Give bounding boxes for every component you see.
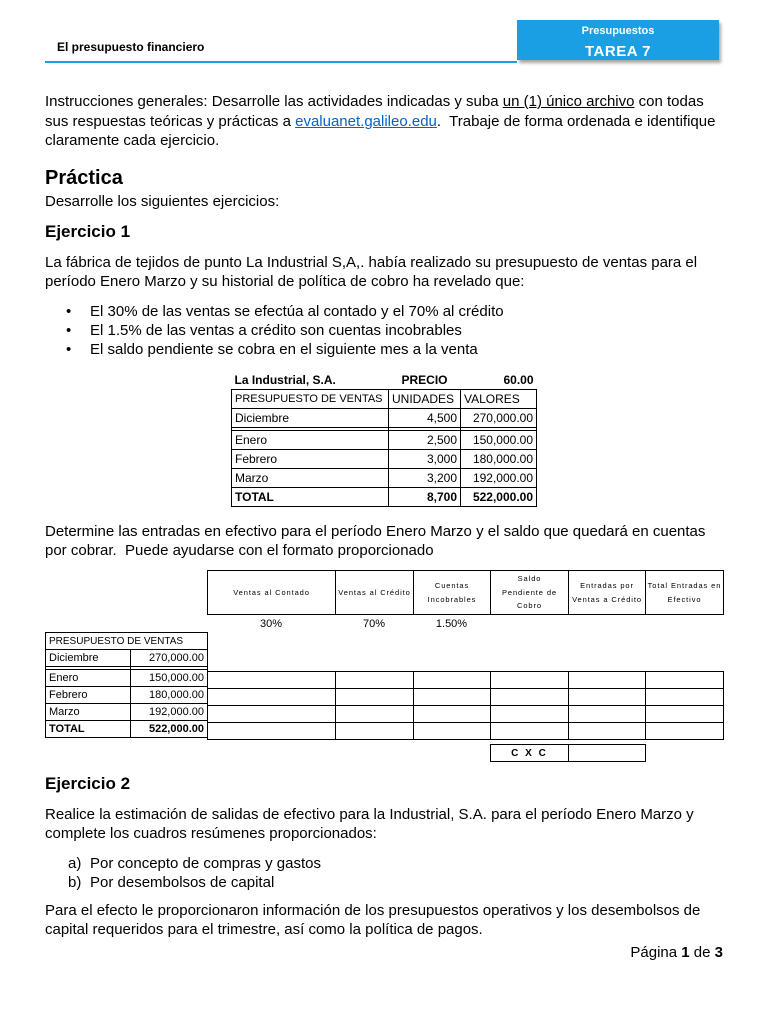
table-row bbox=[46, 704, 208, 721]
evaluanet-link[interactable]: evaluanet.galileo.edu bbox=[295, 113, 437, 130]
list-marker: b) bbox=[68, 874, 82, 891]
bullet-item: El 30% de las ventas se efectúa al contado y el 70% al crédito bbox=[90, 303, 504, 320]
total-value: 522,000.00 bbox=[461, 488, 537, 507]
header-line: Efectivo bbox=[667, 594, 702, 604]
header-line: Cuentas bbox=[434, 581, 470, 590]
current-page: 1 bbox=[681, 944, 690, 961]
table-row bbox=[232, 409, 537, 428]
list-item: Por desembolsos de capital bbox=[90, 874, 275, 891]
answer-cell bbox=[414, 723, 491, 740]
answer-cell bbox=[414, 689, 491, 706]
ejercicio2-intro-line: complete los cuadros resúmenes proporcionados: bbox=[45, 825, 377, 842]
month-cell: Diciembre bbox=[232, 409, 389, 428]
column-header-ventas-credito bbox=[336, 571, 414, 615]
answer-cell bbox=[646, 689, 724, 706]
ejercicio2-closing-line: Para el efecto le proporcionaron información de los presupuestos operativos y los desembolsos de bbox=[45, 902, 701, 919]
instructions-text: con todas bbox=[634, 93, 704, 110]
rate-contado: 30% bbox=[259, 618, 283, 630]
answer-cell bbox=[491, 689, 569, 706]
table-row bbox=[46, 650, 208, 667]
table-row bbox=[232, 450, 537, 469]
month-cell: Marzo bbox=[232, 469, 389, 488]
header-line: Ventas al Contado bbox=[233, 587, 310, 597]
cxc-table bbox=[490, 744, 646, 762]
month-cell: Marzo bbox=[46, 704, 131, 721]
answer-row bbox=[208, 689, 724, 706]
ejercicio2-intro-line: Realice la estimación de salidas de efectivo para la Industrial, S.A. para el período Enero Marzo y bbox=[45, 806, 694, 823]
cash-header-row bbox=[208, 571, 724, 615]
header-line: Cobro bbox=[517, 601, 542, 611]
document-title: El presupuesto financiero bbox=[57, 40, 205, 54]
single-file-note: un (1) único archivo bbox=[502, 93, 635, 110]
company-name: La Industrial, S.A. bbox=[234, 372, 336, 387]
units-cell: 2,500 bbox=[389, 431, 461, 450]
bullet-icon: • bbox=[66, 303, 72, 320]
header-line: Ventas a Crédito bbox=[572, 594, 642, 604]
badge-subtitle: Presupuestos bbox=[581, 25, 655, 37]
badge-title: TAREA 7 bbox=[584, 43, 651, 60]
cash-format-header bbox=[207, 570, 724, 615]
ejercicio1-intro-line: La fábrica de tejidos de punto La Industrial S,A,. había realizado su presupuesto de ventas para el bbox=[45, 254, 698, 271]
bullet-icon: • bbox=[66, 322, 72, 339]
answer-cell bbox=[336, 723, 414, 740]
price-value: 60.00 bbox=[503, 372, 534, 387]
header-line: Total Entradas en bbox=[647, 581, 722, 590]
table-row bbox=[232, 431, 537, 450]
answer-cell bbox=[569, 672, 646, 689]
heading-ejercicio-1: Ejercicio 1 bbox=[45, 222, 131, 241]
value-cell: 180,000.00 bbox=[131, 687, 208, 704]
answer-row bbox=[208, 672, 724, 689]
ejercicio2-closing-line: capital requeridos para el trimestre, así como la política de pagos. bbox=[45, 921, 483, 938]
table-title-row bbox=[232, 370, 537, 390]
table-header-row bbox=[232, 390, 537, 409]
total-label: TOTAL bbox=[232, 488, 389, 507]
month-cell: Enero bbox=[46, 670, 131, 687]
list-marker: a) bbox=[68, 855, 82, 872]
month-cell: Febrero bbox=[46, 687, 131, 704]
header-line: Incobrables bbox=[427, 594, 477, 604]
table-row bbox=[46, 687, 208, 704]
rate-credito: 70% bbox=[362, 618, 386, 630]
value-cell: 150,000.00 bbox=[131, 670, 208, 687]
cxc-answer-cell bbox=[569, 745, 646, 762]
column-header-total-entradas bbox=[646, 571, 724, 615]
answer-cell bbox=[646, 723, 724, 740]
total-row bbox=[232, 488, 537, 507]
answer-row bbox=[208, 706, 724, 723]
rate-incobrables: 1.50% bbox=[435, 618, 468, 630]
units-cell: 3,000 bbox=[389, 450, 461, 469]
column-header-entradas-credito bbox=[569, 571, 646, 615]
answer-cell bbox=[569, 689, 646, 706]
instructions-line-2 bbox=[45, 112, 715, 131]
header-line: Pendiente de bbox=[501, 587, 557, 597]
answer-cell bbox=[491, 706, 569, 723]
value-cell: 150,000.00 bbox=[461, 431, 537, 450]
task-line: por cobrar. Puede ayudarse con el formato proporcionado bbox=[45, 542, 434, 559]
price-label: PRECIO bbox=[401, 372, 448, 387]
cash-answer-grid bbox=[207, 671, 724, 740]
value-cell: 192,000.00 bbox=[131, 704, 208, 721]
column-header-ventas-contado bbox=[208, 571, 336, 615]
section-heading-practica: Práctica bbox=[45, 167, 123, 189]
answer-cell bbox=[414, 672, 491, 689]
answer-cell bbox=[414, 706, 491, 723]
answer-cell bbox=[208, 706, 336, 723]
answer-cell bbox=[336, 706, 414, 723]
answer-cell bbox=[569, 723, 646, 740]
total-pages: 3 bbox=[714, 944, 723, 961]
column-header: PRESUPUESTO DE VENTAS bbox=[232, 390, 389, 409]
value-cell: 192,000.00 bbox=[461, 469, 537, 488]
month-cell: Diciembre bbox=[46, 650, 131, 667]
column-header-cuentas-incobrables bbox=[414, 571, 491, 615]
answer-cell bbox=[569, 706, 646, 723]
answer-cell bbox=[208, 689, 336, 706]
page-number-footer bbox=[630, 943, 723, 962]
value-cell: 270,000.00 bbox=[461, 409, 537, 428]
header-line: Ventas al Crédito bbox=[338, 587, 411, 597]
instructions-text: . Trabaje de forma ordenada e identifique bbox=[436, 113, 716, 130]
instructions-text: Instrucciones generales: Desarrolle las actividades indicadas y suba bbox=[45, 93, 503, 110]
header-line: Saldo bbox=[517, 574, 542, 584]
budget-title-row bbox=[46, 633, 208, 650]
total-units: 8,700 bbox=[389, 488, 461, 507]
assignment-badge bbox=[517, 20, 719, 60]
value-cell: 270,000.00 bbox=[131, 650, 208, 667]
ejercicio1-intro-line: período Enero Marzo y su historial de política de cobro ha revelado que: bbox=[45, 273, 525, 290]
table-row bbox=[46, 670, 208, 687]
task-line: Determine las entradas en efectivo para el período Enero Marzo y el saldo que quedará en cuentas bbox=[45, 523, 706, 540]
cxc-row bbox=[491, 745, 646, 762]
total-row bbox=[46, 721, 208, 738]
total-label: TOTAL bbox=[46, 721, 131, 738]
instructions-text: sus respuestas teóricas y prácticas a bbox=[45, 113, 296, 130]
budget-title: PRESUPUESTO DE VENTAS bbox=[46, 633, 208, 650]
cxc-label: C X C bbox=[491, 745, 569, 762]
month-cell: Enero bbox=[232, 431, 389, 450]
practica-intro: Desarrolle los siguientes ejercicios: bbox=[45, 193, 280, 210]
answer-cell bbox=[336, 672, 414, 689]
column-header: UNIDADES bbox=[389, 390, 461, 409]
instructions-line-3: claramente cada ejercicio. bbox=[45, 132, 220, 149]
heading-ejercicio-2: Ejercicio 2 bbox=[45, 774, 131, 793]
answer-cell bbox=[646, 672, 724, 689]
answer-cell bbox=[491, 723, 569, 740]
units-cell: 4,500 bbox=[389, 409, 461, 428]
answer-cell bbox=[491, 672, 569, 689]
sales-budget-table bbox=[231, 370, 537, 507]
table-row bbox=[232, 469, 537, 488]
bullet-item: El saldo pendiente se cobra en el siguiente mes a la venta bbox=[90, 341, 478, 358]
month-cell: Febrero bbox=[232, 450, 389, 469]
answer-cell bbox=[208, 672, 336, 689]
cash-budget-table bbox=[45, 632, 208, 738]
list-item: Por concepto de compras y gastos bbox=[90, 855, 321, 872]
header-rule bbox=[45, 61, 517, 63]
value-cell: 180,000.00 bbox=[461, 450, 537, 469]
answer-row bbox=[208, 723, 724, 740]
page-word: Página bbox=[630, 944, 678, 961]
units-cell: 3,200 bbox=[389, 469, 461, 488]
header-line: Entradas por bbox=[580, 581, 634, 590]
column-header-saldo-pendiente bbox=[491, 571, 569, 615]
column-header: VALORES bbox=[461, 390, 537, 409]
total-value: 522,000.00 bbox=[131, 721, 208, 738]
bullet-icon: • bbox=[66, 341, 72, 358]
answer-cell bbox=[336, 689, 414, 706]
answer-cell bbox=[208, 723, 336, 740]
bullet-item: El 1.5% de las ventas a crédito son cuentas incobrables bbox=[90, 322, 462, 339]
answer-cell bbox=[646, 706, 724, 723]
instructions-line-1 bbox=[45, 92, 704, 111]
of-word: de bbox=[693, 944, 711, 961]
